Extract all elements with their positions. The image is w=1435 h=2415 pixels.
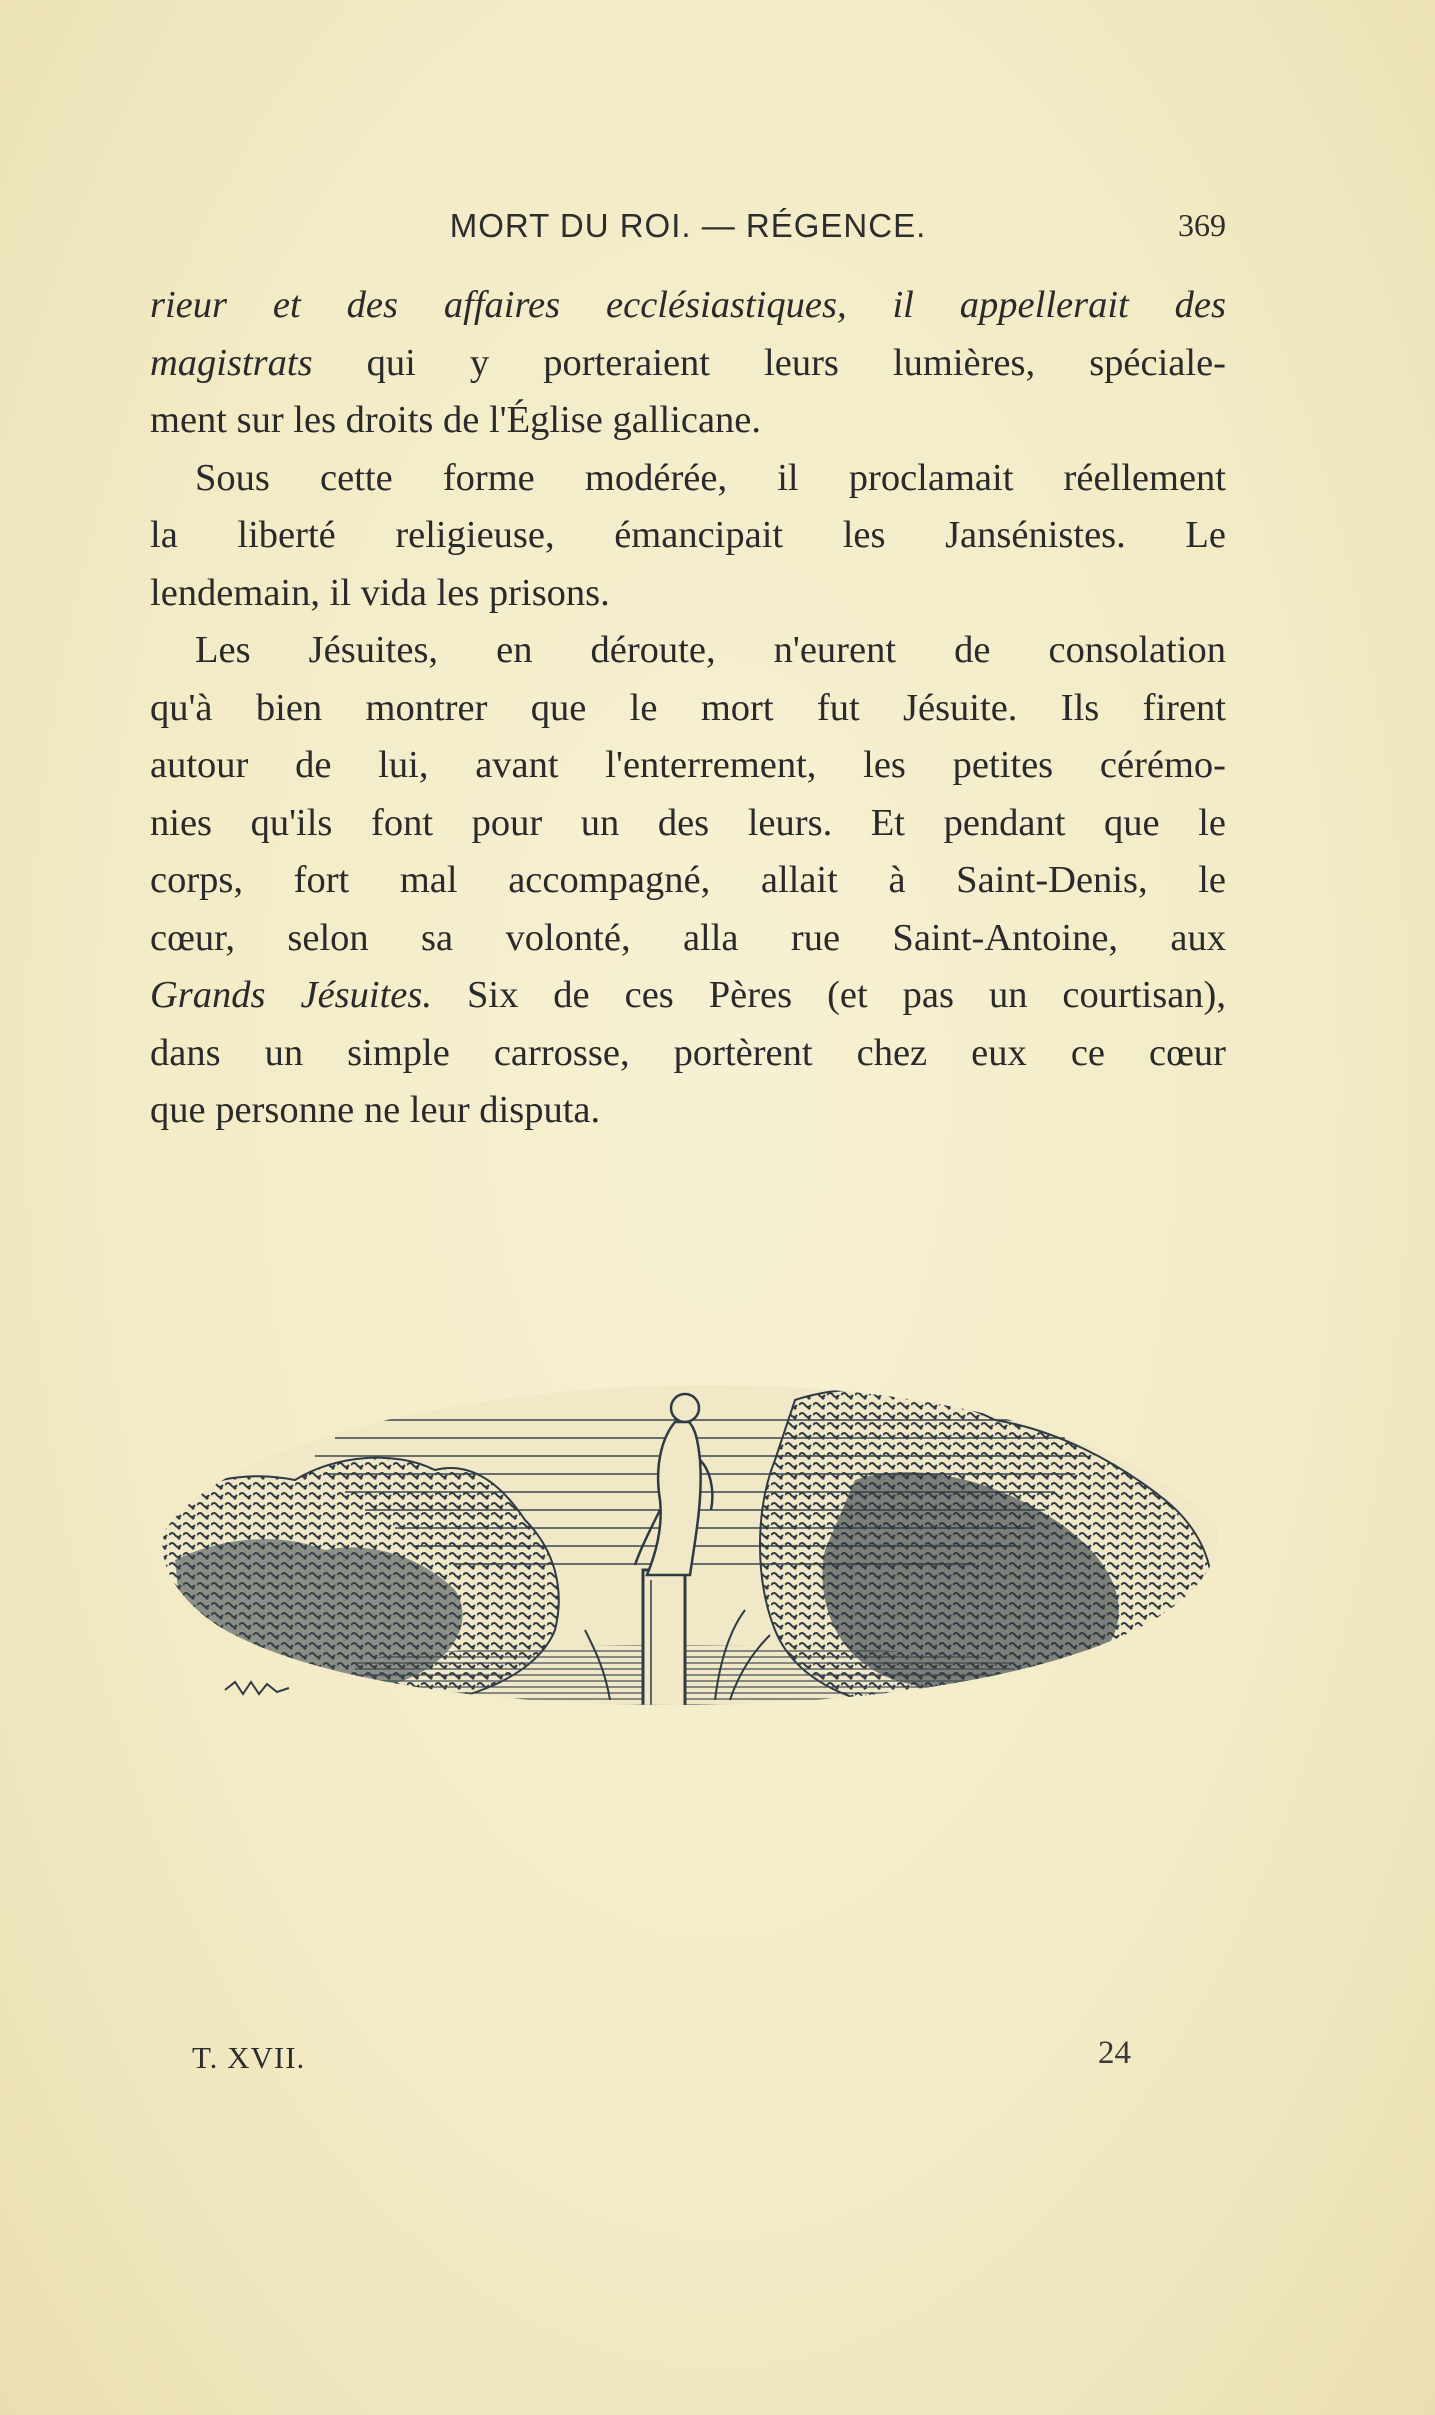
running-title: MORT DU ROI. — RÉGENCE. [449, 207, 927, 244]
italic-run: magistrats [150, 341, 313, 384]
text-run: Six de ces Pères (et pas un courtisan), [432, 974, 1226, 1016]
italic-run: rieur et des affaires ecclésiastiques, il appellerait des [150, 284, 1226, 326]
text-line [150, 795, 1226, 853]
text-run: dans un simple carrosse, portèrent chez eux ce cœur [150, 1031, 1226, 1074]
text-run: Sous cette forme modérée, il proclamait réellement [195, 456, 1226, 499]
text-run: nies qu'ils font pour un des leurs. Et pendant que le [150, 801, 1226, 844]
engraver-signature [225, 1682, 289, 1694]
text-line [150, 335, 1226, 393]
body-text [150, 277, 1226, 1140]
text-run: autour de lui, avant l'enterrement, les petites cérémo- [150, 744, 1226, 786]
signature-mark: T. XVII. [192, 2040, 306, 2075]
text-line [150, 737, 1226, 795]
text-run: qui y porteraient leurs lumières, spéciale- [312, 341, 1226, 384]
text-line [150, 1082, 1226, 1140]
page-number: 369 [1178, 207, 1226, 243]
text-line [150, 565, 1226, 623]
text-run: cœur, selon sa volonté, alla rue Saint-Antoine, aux [150, 916, 1226, 959]
text-line [150, 622, 1226, 680]
text-run: que personne ne leur disputa. [150, 1089, 601, 1131]
text-run: qu'à bien montrer que le mort fut Jésuite. Ils firent [150, 686, 1226, 729]
engraved-vignette [155, 1360, 1225, 1740]
text-run: la liberté religieuse, émancipait les Jansénistes. Le [150, 514, 1226, 556]
text-run: lendemain, il vida les prisons. [150, 571, 610, 614]
text-run: Les Jésuites, en déroute, n'eurent de consolation [195, 629, 1226, 671]
text-line [150, 680, 1226, 738]
text-line [150, 277, 1226, 335]
text-line [150, 967, 1226, 1025]
text-line [150, 450, 1226, 508]
sheet-number: 24 [1098, 2035, 1131, 2071]
text-line [150, 852, 1226, 910]
italic-run: Grands Jésuites. [150, 974, 432, 1016]
text-run: corps, fort mal accompagné, allait à Saint-Denis, le [150, 859, 1226, 901]
text-line [150, 1025, 1226, 1083]
pedestal [643, 1570, 685, 1710]
text-run: ment sur les droits de l'Église gallicane. [150, 399, 762, 441]
text-line [150, 910, 1226, 968]
running-head [150, 207, 1226, 251]
text-line [150, 507, 1226, 565]
text-line [150, 392, 1226, 450]
